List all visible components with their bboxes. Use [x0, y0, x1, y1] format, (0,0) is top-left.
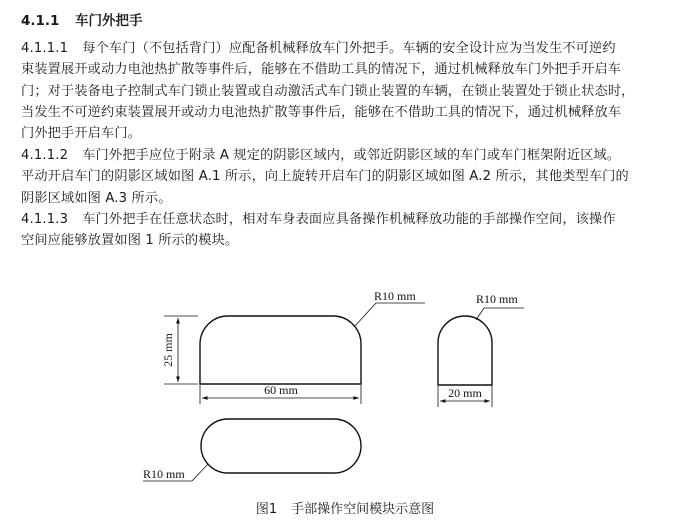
radius-callout-bottom: [143, 464, 208, 481]
paragraph-line: 束装置展开或动力电池热扩散等事件后，能够在不借助工具的情况下，通过机械释放车门外把手开启车: [21, 62, 622, 78]
clause-number: 4.1.1.1: [21, 41, 69, 56]
module-end-view: [438, 316, 492, 385]
paragraph-line: 门外把手开启车门。: [21, 126, 142, 142]
figure-title: 手部操作空间模块示意图: [291, 502, 435, 517]
height-dimension: [161, 316, 198, 384]
radius-top-label: R10 mm: [374, 289, 416, 303]
length-dimension: [200, 383, 361, 404]
radius-callout-top: [355, 289, 425, 326]
paragraph-line: 平动开启车门的阴影区域如图 A.1 所示，向上旋转开启车门的阴影区域如图 A.2 所示，其他类型车门的: [21, 169, 629, 185]
height-label: 25 mm: [161, 333, 175, 367]
paragraph-line: 4.1.1.2 车门外把手应位于附录 A 规定的阴影区域内，或邻近阴影区域的车门或车门框架附近区域。: [21, 148, 621, 163]
clause-number: 4.1.1.3: [21, 212, 69, 227]
module-side-view: [200, 316, 361, 384]
length-label: 60 mm: [264, 383, 298, 397]
paragraph-line: 当发生不可逆约束装置展开或动力电池热扩散等事件后，能够在不借助工具的情况下，通过机械释放车: [21, 104, 622, 120]
section-title: 车门外把手: [75, 13, 143, 29]
module-top-view: [201, 419, 361, 473]
paragraph-line: 空间应能够放置如图 1 所示的模块。: [21, 233, 239, 249]
width-label: 20 mm: [448, 386, 482, 400]
width-dimension: [438, 386, 492, 407]
radius-side-label: R10 mm: [476, 292, 518, 306]
radius-callout-side: [476, 292, 524, 320]
paragraph-line: 门；对于装备电子控制式车门锁止装置或自动激活式车门锁止装置的车辆，在锁止装置处于锁止状态时，: [21, 83, 635, 99]
figure-caption: [0, 498, 690, 517]
paragraph-line: 4.1.1.3 车门外把手在任意状态时，相对车身表面应具备操作机械释放功能的手部操作空间，该操作: [21, 212, 616, 227]
section-number: 4.1.1: [21, 13, 60, 29]
paragraph-line: 阴影区域如图 A.3 所示。: [21, 190, 172, 206]
figure-number: 图1: [255, 502, 278, 517]
paragraph-line: 4.1.1.1 每个车门（不包括背门）应配备机械释放车门外把手。车辆的安全设计应为当发生不可逆约: [21, 41, 616, 56]
clause-number: 4.1.1.2: [21, 148, 69, 163]
radius-bottom-label: R10 mm: [143, 467, 185, 481]
